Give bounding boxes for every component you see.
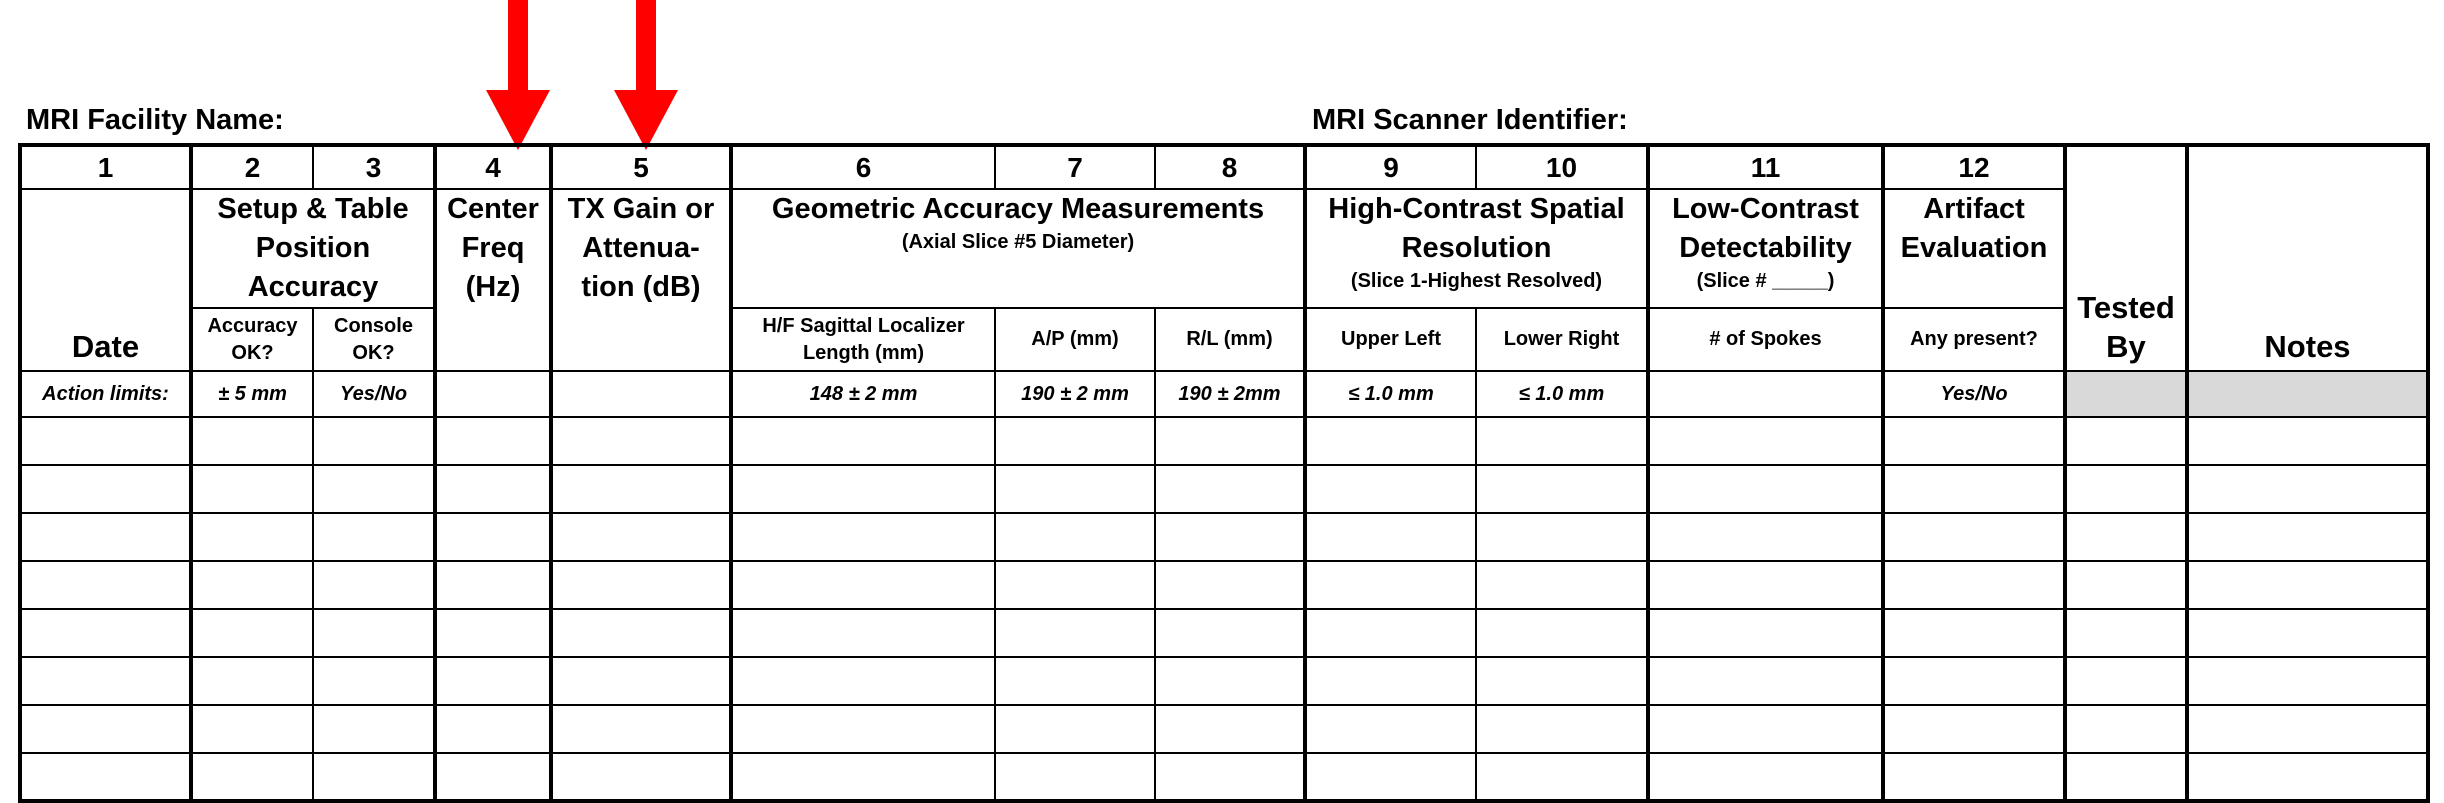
tx-gain-header: TX Gain or Attenua- tion (dB)	[551, 189, 731, 371]
log-entry-cell[interactable]	[731, 561, 995, 609]
log-entry-cell[interactable]	[191, 561, 313, 609]
geometric-accuracy-header	[731, 189, 1305, 308]
action-limit-artifact: Yes/No	[1883, 371, 2065, 417]
log-entry-cell[interactable]	[1883, 561, 2065, 609]
log-entry-cell[interactable]	[1155, 561, 1305, 609]
log-entry-cell[interactable]	[551, 561, 731, 609]
log-entry-cell[interactable]	[435, 657, 551, 705]
log-entry-cell[interactable]	[551, 657, 731, 705]
log-entry-cell[interactable]	[313, 513, 435, 561]
column-number: 2	[191, 145, 313, 189]
log-entry-row[interactable]	[20, 417, 2428, 465]
log-entry-cell[interactable]	[1648, 657, 1883, 705]
log-entry-cell[interactable]	[2065, 417, 2187, 465]
log-entry-cell[interactable]	[1476, 657, 1648, 705]
log-entry-cell[interactable]	[731, 513, 995, 561]
log-entry-row[interactable]	[20, 705, 2428, 753]
log-entry-cell[interactable]	[995, 705, 1155, 753]
log-entry-cell[interactable]	[995, 417, 1155, 465]
log-entry-cell[interactable]	[1648, 753, 1883, 801]
log-entry-cell[interactable]	[1155, 609, 1305, 657]
tested-by-header: Tested By	[2065, 145, 2187, 371]
log-entry-cell[interactable]	[191, 657, 313, 705]
log-entry-cell[interactable]	[313, 417, 435, 465]
log-entry-cell[interactable]	[1883, 705, 2065, 753]
log-entry-cell[interactable]	[2187, 513, 2428, 561]
action-limit-tx-gain	[551, 371, 731, 417]
log-entry-cell[interactable]	[731, 465, 995, 513]
log-entry-cell[interactable]	[313, 561, 435, 609]
log-entry-cell[interactable]	[20, 657, 191, 705]
log-entry-row[interactable]	[20, 609, 2428, 657]
log-entry-cell[interactable]	[20, 513, 191, 561]
log-entry-cell[interactable]	[2187, 561, 2428, 609]
center-freq-header: Center Freq (Hz)	[435, 189, 551, 371]
column-number: 6	[731, 145, 995, 189]
lower-right-subheader: Lower Right	[1476, 308, 1648, 371]
log-entry-cell[interactable]	[2065, 465, 2187, 513]
log-entry-cell[interactable]	[20, 609, 191, 657]
column-number: 5	[551, 145, 731, 189]
column-number: 8	[1155, 145, 1305, 189]
log-entry-cell[interactable]	[2065, 705, 2187, 753]
scanner-identifier-label: MRI Scanner Identifier:	[1312, 104, 1628, 136]
log-entry-cell[interactable]	[731, 705, 995, 753]
any-present-subheader: Any present?	[1883, 308, 2065, 371]
log-entry-cell[interactable]	[1155, 513, 1305, 561]
log-entry-cell[interactable]	[191, 705, 313, 753]
log-entry-cell[interactable]	[1305, 417, 1476, 465]
log-entry-cell[interactable]	[1305, 705, 1476, 753]
log-entry-cell[interactable]	[435, 561, 551, 609]
log-entry-cell[interactable]	[995, 753, 1155, 801]
log-entry-cell[interactable]	[1883, 657, 2065, 705]
log-entry-cell[interactable]	[1305, 609, 1476, 657]
action-limit-console: Yes/No	[313, 371, 435, 417]
log-entry-cell[interactable]	[313, 465, 435, 513]
arrow-down-icon	[614, 0, 678, 150]
log-entry-cell[interactable]	[1476, 417, 1648, 465]
log-entry-cell[interactable]	[435, 417, 551, 465]
log-entry-cell[interactable]	[1476, 561, 1648, 609]
facility-name-label: MRI Facility Name:	[26, 104, 284, 136]
action-limit-hf: 148 ± 2 mm	[731, 371, 995, 417]
log-entry-cell[interactable]	[435, 609, 551, 657]
log-entry-cell[interactable]	[1155, 657, 1305, 705]
log-entry-cell[interactable]	[313, 753, 435, 801]
log-entry-row[interactable]	[20, 513, 2428, 561]
date-header: Date	[20, 189, 191, 371]
log-entry-cell[interactable]	[191, 753, 313, 801]
log-entry-cell[interactable]	[731, 753, 995, 801]
console-ok-subheader: Console OK?	[313, 308, 435, 371]
log-entry-cell[interactable]	[1476, 513, 1648, 561]
log-entry-cell[interactable]	[435, 753, 551, 801]
action-limit-setup-accuracy: ± 5 mm	[191, 371, 313, 417]
log-entry-cell[interactable]	[1883, 753, 2065, 801]
log-entry-cell[interactable]	[1883, 609, 2065, 657]
log-entry-cell[interactable]	[731, 417, 995, 465]
action-limit-center-freq	[435, 371, 551, 417]
column-number: 11	[1648, 145, 1883, 189]
log-entry-cell[interactable]	[1305, 753, 1476, 801]
log-entry-cell[interactable]	[2187, 657, 2428, 705]
action-limits-label: Action limits:	[20, 371, 191, 417]
low-contrast-detectability-title: Low-Contrast Detectability	[1672, 193, 1859, 264]
column-number: 10	[1476, 145, 1648, 189]
log-entry-cell[interactable]	[20, 417, 191, 465]
log-entry-cell[interactable]	[1476, 705, 1648, 753]
log-entry-cell[interactable]	[191, 465, 313, 513]
log-entry-row[interactable]	[20, 657, 2428, 705]
column-number: 9	[1305, 145, 1476, 189]
log-entry-cell[interactable]	[2065, 753, 2187, 801]
log-entry-cell[interactable]	[20, 705, 191, 753]
column-number-row	[20, 145, 2428, 189]
upper-left-subheader: Upper Left	[1305, 308, 1476, 371]
action-limit-rl: 190 ± 2mm	[1155, 371, 1305, 417]
log-entry-cell[interactable]	[551, 465, 731, 513]
log-entry-row[interactable]	[20, 561, 2428, 609]
low-contrast-detectability-note: (Slice # _____)	[1696, 270, 1835, 292]
log-entry-cell[interactable]	[435, 465, 551, 513]
log-entry-cell[interactable]	[435, 705, 551, 753]
log-entry-cell[interactable]	[1648, 465, 1883, 513]
log-entry-cell[interactable]	[2187, 753, 2428, 801]
log-entry-cell[interactable]	[2065, 609, 2187, 657]
high-contrast-resolution-title: High-Contrast Spatial Resolution	[1328, 193, 1625, 264]
setup-table-position-header: Setup & Table Position Accuracy	[191, 189, 435, 308]
log-entry-cell[interactable]	[20, 465, 191, 513]
log-entry-cell[interactable]	[1648, 417, 1883, 465]
log-entry-cell[interactable]	[551, 705, 731, 753]
ap-subheader: A/P (mm)	[995, 308, 1155, 371]
accuracy-ok-subheader: Accuracy OK?	[191, 308, 313, 371]
log-entry-cell[interactable]	[1648, 561, 1883, 609]
log-entry-cell[interactable]	[2187, 609, 2428, 657]
action-limit-spokes	[1648, 371, 1883, 417]
log-entry-cell[interactable]	[1305, 657, 1476, 705]
log-entry-cell[interactable]	[1155, 465, 1305, 513]
log-entry-cell[interactable]	[435, 513, 551, 561]
column-number: 1	[20, 145, 191, 189]
log-entry-cell[interactable]	[1305, 465, 1476, 513]
log-entry-cell[interactable]	[2187, 465, 2428, 513]
log-entry-cell[interactable]	[1155, 753, 1305, 801]
notes-header: Notes	[2187, 145, 2428, 371]
log-entry-cell[interactable]	[313, 657, 435, 705]
log-entry-cell[interactable]	[1648, 609, 1883, 657]
log-entry-cell[interactable]	[1155, 705, 1305, 753]
log-entry-cell[interactable]	[313, 705, 435, 753]
column-number: 4	[435, 145, 551, 189]
log-entry-cell[interactable]	[20, 753, 191, 801]
action-limit-lower-right: ≤ 1.0 mm	[1476, 371, 1648, 417]
num-spokes-subheader: # of Spokes	[1648, 308, 1883, 371]
log-entry-cell[interactable]	[191, 609, 313, 657]
geometric-accuracy-title: Geometric Accuracy Measurements	[771, 193, 1265, 225]
log-entry-cell[interactable]	[551, 513, 731, 561]
log-entry-cell[interactable]	[995, 657, 1155, 705]
log-entry-cell[interactable]	[20, 561, 191, 609]
log-entry-cell[interactable]	[995, 465, 1155, 513]
arrow-down-icon	[486, 0, 550, 150]
log-entry-cell[interactable]	[1883, 513, 2065, 561]
log-entry-cell[interactable]	[995, 513, 1155, 561]
log-entry-cell[interactable]	[1476, 609, 1648, 657]
action-limit-notes-shaded	[2187, 371, 2428, 417]
log-entry-row[interactable]	[20, 753, 2428, 801]
log-entry-cell[interactable]	[1305, 513, 1476, 561]
log-entry-cell[interactable]	[1648, 513, 1883, 561]
column-number: 3	[313, 145, 435, 189]
log-entry-cell[interactable]	[2187, 417, 2428, 465]
hf-sagittal-subheader: H/F Sagittal Localizer Length (mm)	[731, 308, 995, 371]
log-entry-row[interactable]	[20, 465, 2428, 513]
high-contrast-resolution-note: (Slice 1-Highest Resolved)	[1350, 270, 1603, 292]
rl-subheader: R/L (mm)	[1155, 308, 1305, 371]
log-entry-cell[interactable]	[2065, 657, 2187, 705]
low-contrast-detectability-header	[1648, 189, 1883, 308]
log-entry-cell[interactable]	[551, 609, 731, 657]
column-number: 12	[1883, 145, 2065, 189]
artifact-evaluation-header: Artifact Evaluation	[1883, 189, 2065, 308]
action-limit-upper-left: ≤ 1.0 mm	[1305, 371, 1476, 417]
high-contrast-resolution-header	[1305, 189, 1648, 308]
action-limits-row	[20, 371, 2428, 417]
log-entry-cell[interactable]	[2065, 561, 2187, 609]
log-entry-cell[interactable]	[1305, 561, 1476, 609]
action-limit-tested-by-shaded	[2065, 371, 2187, 417]
log-entry-cell[interactable]	[551, 753, 731, 801]
qc-log-table	[18, 143, 2430, 803]
log-entry-cell[interactable]	[995, 561, 1155, 609]
log-entry-cell[interactable]	[551, 417, 731, 465]
log-entry-cell[interactable]	[191, 513, 313, 561]
log-entry-cell[interactable]	[191, 417, 313, 465]
log-entry-cell[interactable]	[1648, 705, 1883, 753]
column-number: 7	[995, 145, 1155, 189]
log-entry-cell[interactable]	[1883, 465, 2065, 513]
geometric-accuracy-note: (Axial Slice #5 Diameter)	[901, 231, 1135, 253]
action-limit-ap: 190 ± 2 mm	[995, 371, 1155, 417]
log-entry-cell[interactable]	[1155, 417, 1305, 465]
log-entry-cell[interactable]	[731, 609, 995, 657]
log-entry-cell[interactable]	[2065, 513, 2187, 561]
log-entry-cell[interactable]	[2187, 705, 2428, 753]
log-entry-cell[interactable]	[1476, 753, 1648, 801]
log-entry-cell[interactable]	[995, 609, 1155, 657]
log-entry-cell[interactable]	[313, 609, 435, 657]
log-entry-cell[interactable]	[731, 657, 995, 705]
log-entry-cell[interactable]	[1883, 417, 2065, 465]
log-entry-cell[interactable]	[1476, 465, 1648, 513]
